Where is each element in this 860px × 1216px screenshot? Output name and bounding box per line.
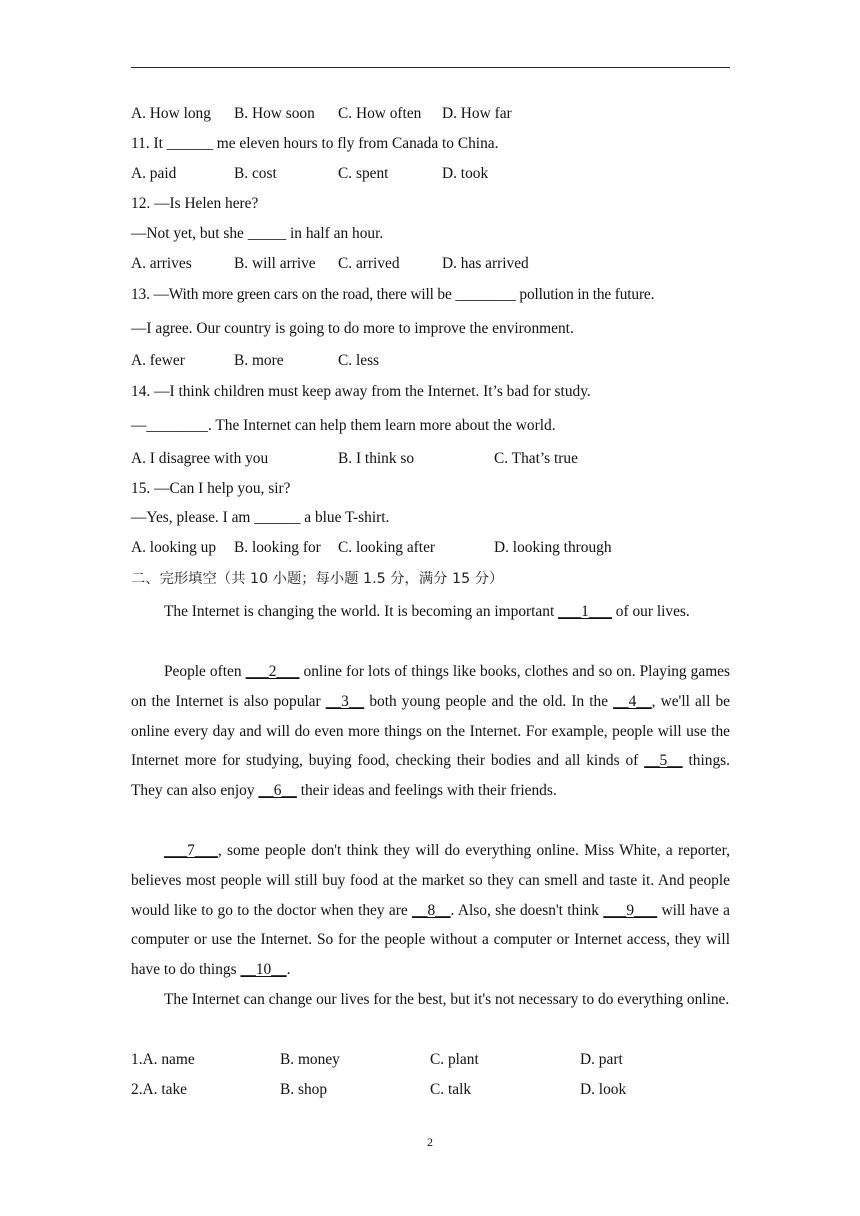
p1-text: The Internet is changing the world. It is becoming an important xyxy=(164,603,559,620)
p2-text: both young people and the old. In the xyxy=(364,692,614,710)
q15-reply: —Yes, please. I am ______ a blue T-shirt. xyxy=(131,509,390,526)
p2-text: things. They can also enjoy xyxy=(131,752,730,800)
q15-option-b: B. looking for xyxy=(234,539,321,556)
cloze-1-option-d: D. part xyxy=(580,1051,623,1068)
section-heading: 二、完形填空（共 10 小题；每小题 1.5 分，满分 15 分） xyxy=(131,571,504,587)
q14-option-b: B. I think so xyxy=(338,450,415,467)
q14-option-c: C. That’s true xyxy=(494,450,578,467)
blank-2: ___2___ xyxy=(245,663,300,680)
q13-reply: —I agree. Our country is going to do more to improve the environment. xyxy=(131,320,574,337)
blank-8: __8__ xyxy=(412,901,451,919)
q13-option-c: C. less xyxy=(338,352,380,369)
p3-text: . Also, she doesn't think xyxy=(450,901,604,919)
page-number: 2 xyxy=(427,1135,433,1149)
q13-option-a: A. fewer xyxy=(131,352,185,369)
passage-paragraph-3 xyxy=(131,836,730,985)
q11-option-d: D. took xyxy=(442,165,489,182)
passage-paragraph-4 xyxy=(131,985,730,1015)
cloze-1-option-a: 1.A. name xyxy=(131,1051,195,1068)
q13-option-b: B. more xyxy=(234,352,284,369)
q11-option-b: B. cost xyxy=(234,165,277,182)
blank-9: ___9___ xyxy=(603,901,658,919)
passage-paragraph-2 xyxy=(131,657,730,806)
p3-text: . xyxy=(286,961,291,979)
blank-7: ___7___ xyxy=(164,842,218,859)
p2-text: online for lots of things like books, clothes and so on. Playing games on the Internet is also popular xyxy=(131,663,730,710)
cloze-2-option-c: C. talk xyxy=(430,1081,472,1098)
q10-option-d: D. How far xyxy=(442,105,512,122)
q14-stem: 14. —I think children must keep away from the Internet. It’s bad for study. xyxy=(131,383,591,400)
q11-stem: 11. It ______ me eleven hours to fly from Canada to China. xyxy=(131,135,499,152)
header-rule xyxy=(131,67,730,68)
q15-option-d: D. looking through xyxy=(494,539,612,556)
q12-reply: —Not yet, but she _____ in half an hour. xyxy=(131,225,384,242)
q12-stem: 12. —Is Helen here? xyxy=(131,195,259,212)
cloze-1-option-b: B. money xyxy=(280,1051,340,1068)
q10-option-b: B. How soon xyxy=(234,105,315,122)
q13-stem: 13. —With more green cars on the road, there will be ________ pollution in the future. xyxy=(131,286,655,303)
q14-option-a: A. I disagree with you xyxy=(131,450,269,467)
p1-text: of our lives. xyxy=(611,603,690,620)
q11-option-c: C. spent xyxy=(338,165,389,182)
q12-option-b: B. will arrive xyxy=(234,255,316,272)
q12-option-c: C. arrived xyxy=(338,255,400,272)
p3-text: will have a computer or use the Internet. So for the people without a computer or Internet access, they will have to do things xyxy=(131,901,730,979)
passage-paragraph-1 xyxy=(131,597,730,627)
blank-1: ___1___ xyxy=(558,603,612,620)
q14-reply: —________. The Internet can help them learn more about the world. xyxy=(131,417,556,434)
blank-10: __10__ xyxy=(240,961,287,979)
blank-4: __4__ xyxy=(613,692,652,710)
p3-text: , some people don't think they will do everything online. Miss White, a reporter, believes most people will still buy food at the market so they can smell and taste it. And people would like to go to the doctor when they are xyxy=(131,842,730,919)
blank-3: __3__ xyxy=(325,692,365,710)
q15-stem: 15. —Can I help you, sir? xyxy=(131,480,291,497)
cloze-1-option-c: C. plant xyxy=(430,1051,479,1068)
p2-text: People often xyxy=(164,663,246,680)
q12-option-a: A. arrives xyxy=(131,255,192,272)
p2-text: their ideas and feelings with their friends. xyxy=(296,782,557,800)
q15-option-c: C. looking after xyxy=(338,539,436,556)
q11-option-a: A. paid xyxy=(131,165,177,182)
cloze-2-option-b: B. shop xyxy=(280,1081,328,1098)
blank-5: __5__ xyxy=(644,752,683,770)
cloze-2-option-d: D. look xyxy=(580,1081,627,1098)
p4-text: The Internet can change our lives for the best, but it's not necessary to do everything online. xyxy=(164,991,730,1008)
q15-option-a: A. looking up xyxy=(131,539,217,556)
blank-6: __6__ xyxy=(258,782,297,800)
cloze-2-option-a: 2.A. take xyxy=(131,1081,187,1098)
p2-text: , we'll all be online every day and will do even more things on the Internet. For example, people will use the Internet more for studying, buying food, checking their bodies and all kinds of xyxy=(131,692,730,770)
q10-option-a: A. How long xyxy=(131,105,211,122)
q12-option-d: D. has arrived xyxy=(442,255,529,272)
q10-option-c: C. How often xyxy=(338,105,422,122)
